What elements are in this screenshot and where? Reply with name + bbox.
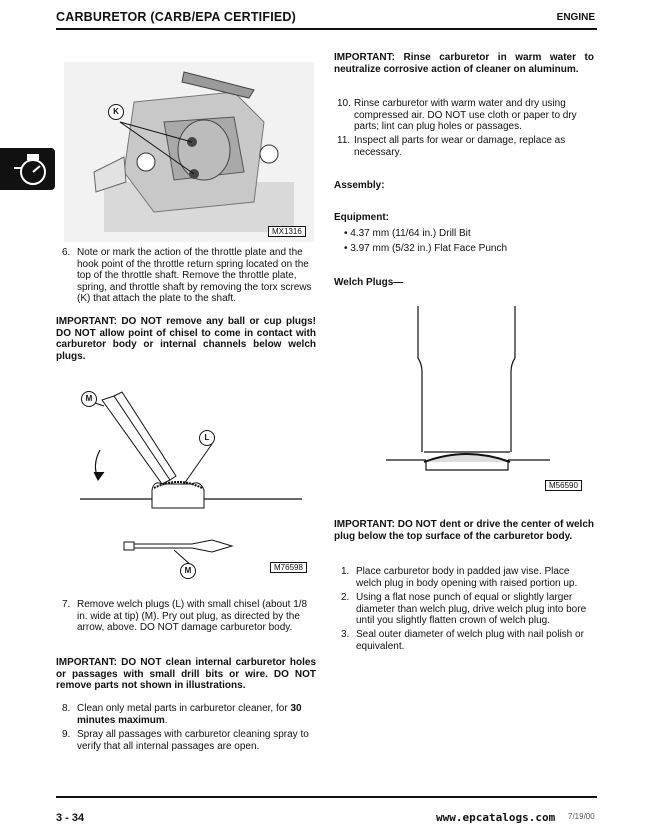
equipment-item: • 4.37 mm (11/64 in.) Drill Bit: [344, 228, 471, 239]
important-lead: IMPORTANT:: [334, 52, 395, 63]
important-lead: IMPORTANT:: [56, 657, 117, 668]
important-note-2: [56, 657, 316, 692]
important-lead: IMPORTANT:: [56, 316, 117, 327]
step-6: [62, 247, 318, 305]
equipment-item: • 3.97 mm (5/32 in.) Flat Face Punch: [344, 243, 508, 254]
step-10: [337, 98, 597, 133]
carburetor-photo: [64, 62, 314, 242]
important-note-3: [334, 519, 594, 542]
important-text: Rinse carburetor in warm water to neutralize corrosive action of cleaner on aluminum.: [334, 52, 594, 75]
important-text: DO NOT dent or drive the center of welch plug below the top surface of the carburetor body.: [334, 519, 594, 542]
footer-rule: [56, 796, 597, 798]
important-rinse: [334, 52, 594, 75]
step-number: 11.: [337, 135, 351, 146]
step-text: Note or mark the action of the throttle plate and the hook point of the throttle return spring located on the top of the throttle shaft. Remove the throttle plate, spring, and throttle shaft by removing the torx screws (K) that attach the plate to the shaft.: [77, 247, 312, 304]
section-label: ENGINE: [556, 12, 595, 23]
figure-id-mx1316: MX1316: [268, 226, 306, 237]
step-number: 6.: [62, 247, 71, 258]
step-number: 2.: [341, 592, 350, 603]
figure-id-m56590: M56590: [545, 480, 582, 491]
step-number: 1.: [341, 566, 350, 577]
step-9: [62, 729, 318, 752]
assembly-heading: Assembly:: [334, 180, 385, 191]
engine-tab-icon: [0, 148, 55, 190]
punch-welch-plug-figure: [382, 306, 592, 492]
step-text: Inspect all parts for wear or damage, replace as necessary.: [354, 135, 566, 158]
header-rule: [56, 28, 597, 30]
welch-plugs-heading: Welch Plugs—: [334, 277, 404, 288]
step-number: 10.: [337, 98, 351, 109]
welch-step-2: [341, 592, 597, 627]
step-text: Rinse carburetor with warm water and dry using compressed air. DO NOT use cloth or paper to dry parts; lint can plug holes or passages.: [354, 98, 577, 132]
figure-id-m76598: M76598: [270, 562, 307, 573]
important-lead: IMPORTANT:: [334, 519, 395, 530]
step-text: Place carburetor body in padded jaw vise. Place welch plug in body opening with raised portion up.: [356, 566, 578, 589]
important-text: DO NOT remove any ball or cup plugs! DO NOT allow point of chisel to come in contact with carburetor body or internal channels below welch plugs.: [56, 316, 316, 362]
welch-step-3: [341, 629, 597, 652]
step-11: [337, 135, 597, 158]
step-number: 8.: [62, 703, 71, 714]
important-note-1: [56, 316, 316, 362]
step-8: [62, 703, 318, 726]
page-number: 3 - 34: [56, 812, 85, 824]
step-text: Spray all passages with carburetor cleaning spray to verify that all internal passages are open.: [77, 729, 309, 752]
engine-tab: [0, 148, 55, 190]
step-text: Using a flat nose punch of equal or slightly larger diameter than welch plug, drive welch plug into bore until you slightly flatten crown of welch plug.: [356, 592, 587, 626]
step-text: Remove welch plugs (L) with small chisel (about 1/8 in. wide at tip) (M). Pry out plug, as directed by the arrow, above. DO NOT damage carburetor body.: [77, 599, 308, 633]
callout-m-bottom: M: [180, 563, 196, 579]
step-number: 7.: [62, 599, 71, 610]
step-number: 9.: [62, 729, 71, 740]
step-text: Seal outer diameter of welch plug with nail polish or equivalent.: [356, 629, 584, 652]
step-7: [62, 599, 318, 634]
footer-url[interactable]: www.epcatalogs.com: [436, 811, 556, 824]
welch-step-1: [341, 566, 597, 589]
callout-m-top: M: [81, 391, 97, 407]
important-text: DO NOT clean internal carburetor holes or passages with small drill bits or wire. DO NOT remove parts not shown in illustrations.: [56, 657, 317, 691]
step-number: 3.: [341, 629, 350, 640]
callout-k: K: [108, 104, 124, 120]
page-title: CARBURETOR (CARB/EPA CERTIFIED): [56, 10, 296, 24]
callout-l: L: [199, 430, 215, 446]
chisel-welch-plug-figure: [62, 380, 314, 576]
step-text: Clean only metal parts in carburetor cleaner, for 30 minutes maximum.: [77, 703, 302, 726]
equipment-heading: Equipment:: [334, 212, 389, 223]
footer-date: 7/19/00: [568, 812, 595, 821]
